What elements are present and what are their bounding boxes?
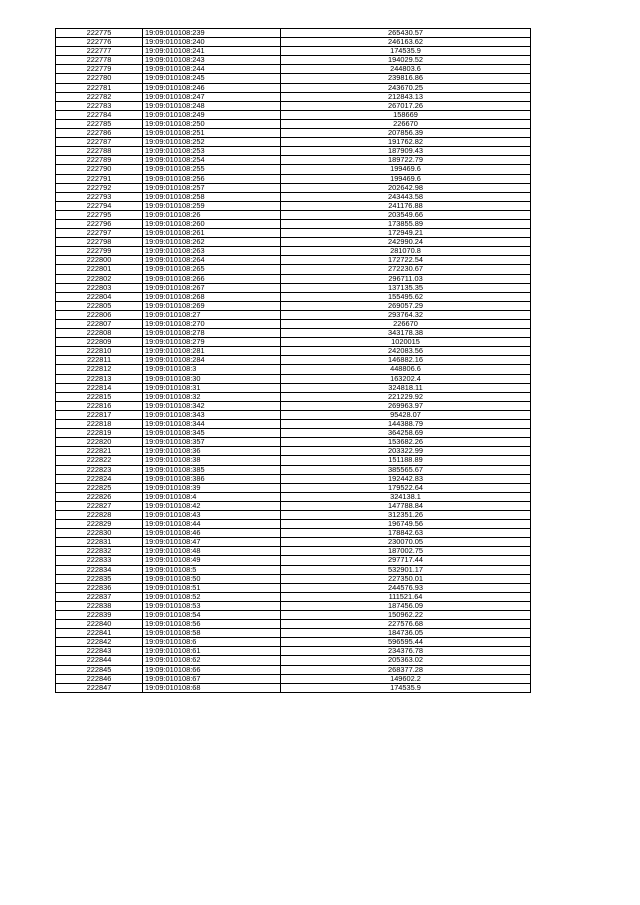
row-id-cell: 222832 bbox=[56, 547, 143, 556]
cadastral-number-cell: 19:09:010108:67 bbox=[143, 674, 281, 683]
row-id-cell: 222843 bbox=[56, 647, 143, 656]
cadastral-number-cell: 19:09:010108:266 bbox=[143, 274, 281, 283]
value-cell: 174535.9 bbox=[281, 683, 531, 692]
table-row bbox=[56, 501, 531, 510]
cadastral-number-cell: 19:09:010108:343 bbox=[143, 410, 281, 419]
table-row bbox=[56, 92, 531, 101]
value-cell: 364258.69 bbox=[281, 429, 531, 438]
row-id-cell: 222794 bbox=[56, 201, 143, 210]
table-row bbox=[56, 420, 531, 429]
cadastral-number-cell: 19:09:010108:262 bbox=[143, 238, 281, 247]
value-cell: 149602.2 bbox=[281, 674, 531, 683]
value-cell: 244803.6 bbox=[281, 65, 531, 74]
value-cell: 239816.86 bbox=[281, 74, 531, 83]
row-id-cell: 222807 bbox=[56, 320, 143, 329]
row-id-cell: 222839 bbox=[56, 611, 143, 620]
cadastral-number-cell: 19:09:010108:3 bbox=[143, 365, 281, 374]
cadastral-number-cell: 19:09:010108:30 bbox=[143, 374, 281, 383]
row-id-cell: 222804 bbox=[56, 292, 143, 301]
table-row bbox=[56, 192, 531, 201]
row-id-cell: 222847 bbox=[56, 683, 143, 692]
row-id-cell: 222781 bbox=[56, 83, 143, 92]
table-row bbox=[56, 56, 531, 65]
table-row bbox=[56, 438, 531, 447]
value-cell: 199469.6 bbox=[281, 165, 531, 174]
table-row bbox=[56, 483, 531, 492]
value-cell: 191762.82 bbox=[281, 138, 531, 147]
row-id-cell: 222844 bbox=[56, 656, 143, 665]
value-cell: 95428.07 bbox=[281, 410, 531, 419]
cadastral-number-cell: 19:09:010108:241 bbox=[143, 47, 281, 56]
cadastral-number-cell: 19:09:010108:51 bbox=[143, 583, 281, 592]
value-cell: 226670 bbox=[281, 320, 531, 329]
value-cell: 150962.22 bbox=[281, 611, 531, 620]
cadastral-number-cell: 19:09:010108:239 bbox=[143, 29, 281, 38]
table-row bbox=[56, 592, 531, 601]
table-row bbox=[56, 538, 531, 547]
cadastral-number-cell: 19:09:010108:243 bbox=[143, 56, 281, 65]
value-cell: 234376.78 bbox=[281, 647, 531, 656]
cadastral-number-cell: 19:09:010108:249 bbox=[143, 110, 281, 119]
cadastral-number-cell: 19:09:010108:345 bbox=[143, 429, 281, 438]
table-row bbox=[56, 183, 531, 192]
cadastral-number-cell: 19:09:010108:260 bbox=[143, 219, 281, 228]
table-row bbox=[56, 283, 531, 292]
table-row bbox=[56, 510, 531, 519]
cadastral-number-cell: 19:09:010108:248 bbox=[143, 101, 281, 110]
value-cell: 155495.62 bbox=[281, 292, 531, 301]
value-cell: 221229.92 bbox=[281, 392, 531, 401]
table-row bbox=[56, 674, 531, 683]
cadastral-number-cell: 19:09:010108:269 bbox=[143, 301, 281, 310]
value-cell: 192442.83 bbox=[281, 474, 531, 483]
table-row bbox=[56, 520, 531, 529]
value-cell: 312351.26 bbox=[281, 510, 531, 519]
table-row bbox=[56, 310, 531, 319]
table-row bbox=[56, 138, 531, 147]
row-id-cell: 222840 bbox=[56, 620, 143, 629]
value-cell: 269057.29 bbox=[281, 301, 531, 310]
value-cell: 111521.64 bbox=[281, 592, 531, 601]
row-id-cell: 222823 bbox=[56, 465, 143, 474]
value-cell: 203322.99 bbox=[281, 447, 531, 456]
row-id-cell: 222789 bbox=[56, 156, 143, 165]
cadastral-number-cell: 19:09:010108:49 bbox=[143, 556, 281, 565]
value-cell: 212843.13 bbox=[281, 92, 531, 101]
cadastral-number-cell: 19:09:010108:279 bbox=[143, 338, 281, 347]
value-cell: 151188.89 bbox=[281, 456, 531, 465]
value-cell: 343178.38 bbox=[281, 329, 531, 338]
cadastral-number-cell: 19:09:010108:39 bbox=[143, 483, 281, 492]
value-cell: 187002.75 bbox=[281, 547, 531, 556]
value-cell: 137135.35 bbox=[281, 283, 531, 292]
cadastral-number-cell: 19:09:010108:26 bbox=[143, 210, 281, 219]
table-row bbox=[56, 529, 531, 538]
cadastral-number-cell: 19:09:010108:6 bbox=[143, 638, 281, 647]
row-id-cell: 222785 bbox=[56, 119, 143, 128]
row-id-cell: 222791 bbox=[56, 174, 143, 183]
row-id-cell: 222786 bbox=[56, 129, 143, 138]
cadastral-number-cell: 19:09:010108:270 bbox=[143, 320, 281, 329]
value-cell: 268377.28 bbox=[281, 665, 531, 674]
cadastral-number-cell: 19:09:010108:357 bbox=[143, 438, 281, 447]
value-cell: 173855.89 bbox=[281, 219, 531, 228]
table-row bbox=[56, 74, 531, 83]
table-row bbox=[56, 665, 531, 674]
table-row bbox=[56, 383, 531, 392]
table-row bbox=[56, 620, 531, 629]
row-id-cell: 222846 bbox=[56, 674, 143, 683]
cadastral-number-cell: 19:09:010108:4 bbox=[143, 492, 281, 501]
value-cell: 385565.67 bbox=[281, 465, 531, 474]
row-id-cell: 222798 bbox=[56, 238, 143, 247]
value-cell: 196749.56 bbox=[281, 520, 531, 529]
value-cell: 207856.39 bbox=[281, 129, 531, 138]
cadastral-number-cell: 19:09:010108:251 bbox=[143, 129, 281, 138]
cadastral-number-cell: 19:09:010108:247 bbox=[143, 92, 281, 101]
row-id-cell: 222775 bbox=[56, 29, 143, 38]
row-id-cell: 222835 bbox=[56, 574, 143, 583]
table-row bbox=[56, 38, 531, 47]
row-id-cell: 222836 bbox=[56, 583, 143, 592]
cadastral-number-cell: 19:09:010108:255 bbox=[143, 165, 281, 174]
row-id-cell: 222822 bbox=[56, 456, 143, 465]
row-id-cell: 222834 bbox=[56, 565, 143, 574]
table-row bbox=[56, 256, 531, 265]
row-id-cell: 222838 bbox=[56, 601, 143, 610]
value-cell: 189722.79 bbox=[281, 156, 531, 165]
table-row bbox=[56, 565, 531, 574]
value-cell: 293764.32 bbox=[281, 310, 531, 319]
table-row bbox=[56, 219, 531, 228]
table-row bbox=[56, 119, 531, 128]
row-id-cell: 222808 bbox=[56, 329, 143, 338]
table-row bbox=[56, 29, 531, 38]
cadastral-number-cell: 19:09:010108:244 bbox=[143, 65, 281, 74]
row-id-cell: 222819 bbox=[56, 429, 143, 438]
row-id-cell: 222806 bbox=[56, 310, 143, 319]
cadastral-number-cell: 19:09:010108:61 bbox=[143, 647, 281, 656]
table-row bbox=[56, 356, 531, 365]
value-cell: 179522.64 bbox=[281, 483, 531, 492]
cadastral-number-cell: 19:09:010108:386 bbox=[143, 474, 281, 483]
value-cell: 267017.26 bbox=[281, 101, 531, 110]
cadastral-number-cell: 19:09:010108:58 bbox=[143, 629, 281, 638]
cadastral-number-cell: 19:09:010108:267 bbox=[143, 283, 281, 292]
value-cell: 163202.4 bbox=[281, 374, 531, 383]
cadastral-number-cell: 19:09:010108:342 bbox=[143, 401, 281, 410]
value-cell: 242990.24 bbox=[281, 238, 531, 247]
value-cell: 596595.44 bbox=[281, 638, 531, 647]
row-id-cell: 222799 bbox=[56, 247, 143, 256]
row-id-cell: 222777 bbox=[56, 47, 143, 56]
value-cell: 532901.17 bbox=[281, 565, 531, 574]
row-id-cell: 222828 bbox=[56, 510, 143, 519]
value-cell: 296711.03 bbox=[281, 274, 531, 283]
value-cell: 297717.44 bbox=[281, 556, 531, 565]
row-id-cell: 222784 bbox=[56, 110, 143, 119]
cadastral-number-cell: 19:09:010108:344 bbox=[143, 420, 281, 429]
row-id-cell: 222797 bbox=[56, 229, 143, 238]
value-cell: 174535.9 bbox=[281, 47, 531, 56]
cadastral-number-cell: 19:09:010108:38 bbox=[143, 456, 281, 465]
table-row bbox=[56, 611, 531, 620]
table-row bbox=[56, 265, 531, 274]
row-id-cell: 222833 bbox=[56, 556, 143, 565]
cadastral-number-cell: 19:09:010108:263 bbox=[143, 247, 281, 256]
cadastral-number-cell: 19:09:010108:250 bbox=[143, 119, 281, 128]
row-id-cell: 222821 bbox=[56, 447, 143, 456]
table-row bbox=[56, 65, 531, 74]
table-row bbox=[56, 474, 531, 483]
row-id-cell: 222837 bbox=[56, 592, 143, 601]
cadastral-number-cell: 19:09:010108:278 bbox=[143, 329, 281, 338]
row-id-cell: 222815 bbox=[56, 392, 143, 401]
row-id-cell: 222831 bbox=[56, 538, 143, 547]
table-body bbox=[56, 29, 531, 693]
row-id-cell: 222803 bbox=[56, 283, 143, 292]
cadastral-number-cell: 19:09:010108:68 bbox=[143, 683, 281, 692]
row-id-cell: 222827 bbox=[56, 501, 143, 510]
value-cell: 230070.05 bbox=[281, 538, 531, 547]
value-cell: 153682.26 bbox=[281, 438, 531, 447]
table-row bbox=[56, 629, 531, 638]
table-row bbox=[56, 165, 531, 174]
row-id-cell: 222802 bbox=[56, 274, 143, 283]
row-id-cell: 222810 bbox=[56, 347, 143, 356]
table-row bbox=[56, 656, 531, 665]
table-row bbox=[56, 210, 531, 219]
cadastral-number-cell: 19:09:010108:62 bbox=[143, 656, 281, 665]
value-cell: 205363.02 bbox=[281, 656, 531, 665]
row-id-cell: 222783 bbox=[56, 101, 143, 110]
cadastral-number-cell: 19:09:010108:256 bbox=[143, 174, 281, 183]
cadastral-number-cell: 19:09:010108:50 bbox=[143, 574, 281, 583]
value-cell: 187456.09 bbox=[281, 601, 531, 610]
cadastral-number-cell: 19:09:010108:31 bbox=[143, 383, 281, 392]
cadastral-number-cell: 19:09:010108:246 bbox=[143, 83, 281, 92]
row-id-cell: 222778 bbox=[56, 56, 143, 65]
row-id-cell: 222829 bbox=[56, 520, 143, 529]
value-cell: 202642.98 bbox=[281, 183, 531, 192]
value-cell: 242083.56 bbox=[281, 347, 531, 356]
row-id-cell: 222779 bbox=[56, 65, 143, 74]
row-id-cell: 222813 bbox=[56, 374, 143, 383]
cadastral-number-cell: 19:09:010108:44 bbox=[143, 520, 281, 529]
table-row bbox=[56, 329, 531, 338]
cadastral-number-cell: 19:09:010108:42 bbox=[143, 501, 281, 510]
value-cell: 324818.11 bbox=[281, 383, 531, 392]
value-cell: 199469.6 bbox=[281, 174, 531, 183]
value-cell: 203549.66 bbox=[281, 210, 531, 219]
row-id-cell: 222792 bbox=[56, 183, 143, 192]
cadastral-number-cell: 19:09:010108:47 bbox=[143, 538, 281, 547]
cadastral-number-cell: 19:09:010108:5 bbox=[143, 565, 281, 574]
table-row bbox=[56, 601, 531, 610]
row-id-cell: 222826 bbox=[56, 492, 143, 501]
value-cell: 324138.1 bbox=[281, 492, 531, 501]
row-id-cell: 222814 bbox=[56, 383, 143, 392]
cadastral-number-cell: 19:09:010108:48 bbox=[143, 547, 281, 556]
row-id-cell: 222830 bbox=[56, 529, 143, 538]
data-table bbox=[55, 28, 531, 693]
table-row bbox=[56, 174, 531, 183]
cadastral-number-cell: 19:09:010108:32 bbox=[143, 392, 281, 401]
value-cell: 172949.21 bbox=[281, 229, 531, 238]
value-cell: 147788.84 bbox=[281, 501, 531, 510]
row-id-cell: 222845 bbox=[56, 665, 143, 674]
table-row bbox=[56, 338, 531, 347]
table-row bbox=[56, 547, 531, 556]
row-id-cell: 222812 bbox=[56, 365, 143, 374]
value-cell: 227350.01 bbox=[281, 574, 531, 583]
row-id-cell: 222811 bbox=[56, 356, 143, 365]
table-row bbox=[56, 410, 531, 419]
table-row bbox=[56, 392, 531, 401]
row-id-cell: 222801 bbox=[56, 265, 143, 274]
value-cell: 246163.62 bbox=[281, 38, 531, 47]
cadastral-number-cell: 19:09:010108:252 bbox=[143, 138, 281, 147]
cadastral-number-cell: 19:09:010108:52 bbox=[143, 592, 281, 601]
value-cell: 243443.58 bbox=[281, 192, 531, 201]
table-row bbox=[56, 110, 531, 119]
table-row bbox=[56, 47, 531, 56]
cadastral-number-cell: 19:09:010108:53 bbox=[143, 601, 281, 610]
value-cell: 1020015 bbox=[281, 338, 531, 347]
table-row bbox=[56, 156, 531, 165]
value-cell: 158669 bbox=[281, 110, 531, 119]
table-row bbox=[56, 320, 531, 329]
cadastral-number-cell: 19:09:010108:43 bbox=[143, 510, 281, 519]
cadastral-number-cell: 19:09:010108:257 bbox=[143, 183, 281, 192]
row-id-cell: 222795 bbox=[56, 210, 143, 219]
table-row bbox=[56, 556, 531, 565]
row-id-cell: 222788 bbox=[56, 147, 143, 156]
value-cell: 187909.43 bbox=[281, 147, 531, 156]
table-row bbox=[56, 201, 531, 210]
value-cell: 448806.6 bbox=[281, 365, 531, 374]
table-row bbox=[56, 292, 531, 301]
cadastral-number-cell: 19:09:010108:281 bbox=[143, 347, 281, 356]
cadastral-number-cell: 19:09:010108:385 bbox=[143, 465, 281, 474]
row-id-cell: 222841 bbox=[56, 629, 143, 638]
row-id-cell: 222824 bbox=[56, 474, 143, 483]
row-id-cell: 222818 bbox=[56, 420, 143, 429]
table-row bbox=[56, 247, 531, 256]
table-row bbox=[56, 347, 531, 356]
row-id-cell: 222825 bbox=[56, 483, 143, 492]
table-row bbox=[56, 447, 531, 456]
cadastral-number-cell: 19:09:010108:268 bbox=[143, 292, 281, 301]
row-id-cell: 222790 bbox=[56, 165, 143, 174]
value-cell: 178842.63 bbox=[281, 529, 531, 538]
cadastral-number-cell: 19:09:010108:54 bbox=[143, 611, 281, 620]
table-row bbox=[56, 365, 531, 374]
table-row bbox=[56, 492, 531, 501]
value-cell: 265430.57 bbox=[281, 29, 531, 38]
cadastral-number-cell: 19:09:010108:56 bbox=[143, 620, 281, 629]
value-cell: 172722.54 bbox=[281, 256, 531, 265]
row-id-cell: 222787 bbox=[56, 138, 143, 147]
row-id-cell: 222809 bbox=[56, 338, 143, 347]
table-row bbox=[56, 147, 531, 156]
value-cell: 194029.52 bbox=[281, 56, 531, 65]
row-id-cell: 222780 bbox=[56, 74, 143, 83]
table-row bbox=[56, 374, 531, 383]
cadastral-number-cell: 19:09:010108:264 bbox=[143, 256, 281, 265]
value-cell: 227576.68 bbox=[281, 620, 531, 629]
row-id-cell: 222782 bbox=[56, 92, 143, 101]
cadastral-number-cell: 19:09:010108:254 bbox=[143, 156, 281, 165]
table-row bbox=[56, 456, 531, 465]
value-cell: 272230.67 bbox=[281, 265, 531, 274]
cadastral-number-cell: 19:09:010108:36 bbox=[143, 447, 281, 456]
table-row bbox=[56, 83, 531, 92]
table-row bbox=[56, 129, 531, 138]
table-row bbox=[56, 574, 531, 583]
row-id-cell: 222800 bbox=[56, 256, 143, 265]
cadastral-number-cell: 19:09:010108:245 bbox=[143, 74, 281, 83]
table-row bbox=[56, 583, 531, 592]
value-cell: 241176.88 bbox=[281, 201, 531, 210]
table-row bbox=[56, 647, 531, 656]
cadastral-number-cell: 19:09:010108:66 bbox=[143, 665, 281, 674]
table-row bbox=[56, 101, 531, 110]
value-cell: 184736.05 bbox=[281, 629, 531, 638]
row-id-cell: 222816 bbox=[56, 401, 143, 410]
value-cell: 269963.97 bbox=[281, 401, 531, 410]
table-row bbox=[56, 683, 531, 692]
row-id-cell: 222820 bbox=[56, 438, 143, 447]
cadastral-number-cell: 19:09:010108:46 bbox=[143, 529, 281, 538]
cadastral-number-cell: 19:09:010108:27 bbox=[143, 310, 281, 319]
cadastral-number-cell: 19:09:010108:284 bbox=[143, 356, 281, 365]
table-row bbox=[56, 238, 531, 247]
table-row bbox=[56, 401, 531, 410]
cadastral-number-cell: 19:09:010108:259 bbox=[143, 201, 281, 210]
table-row bbox=[56, 638, 531, 647]
value-cell: 244576.93 bbox=[281, 583, 531, 592]
value-cell: 281070.8 bbox=[281, 247, 531, 256]
cadastral-number-cell: 19:09:010108:240 bbox=[143, 38, 281, 47]
row-id-cell: 222805 bbox=[56, 301, 143, 310]
row-id-cell: 222817 bbox=[56, 410, 143, 419]
row-id-cell: 222842 bbox=[56, 638, 143, 647]
value-cell: 146882.16 bbox=[281, 356, 531, 365]
row-id-cell: 222796 bbox=[56, 219, 143, 228]
table-row bbox=[56, 274, 531, 283]
row-id-cell: 222776 bbox=[56, 38, 143, 47]
cadastral-number-cell: 19:09:010108:265 bbox=[143, 265, 281, 274]
row-id-cell: 222793 bbox=[56, 192, 143, 201]
value-cell: 243670.25 bbox=[281, 83, 531, 92]
table-row bbox=[56, 465, 531, 474]
cadastral-number-cell: 19:09:010108:253 bbox=[143, 147, 281, 156]
cadastral-number-cell: 19:09:010108:261 bbox=[143, 229, 281, 238]
value-cell: 144388.79 bbox=[281, 420, 531, 429]
table-row bbox=[56, 301, 531, 310]
table-row bbox=[56, 229, 531, 238]
value-cell: 226670 bbox=[281, 119, 531, 128]
cadastral-number-cell: 19:09:010108:258 bbox=[143, 192, 281, 201]
table-row bbox=[56, 429, 531, 438]
